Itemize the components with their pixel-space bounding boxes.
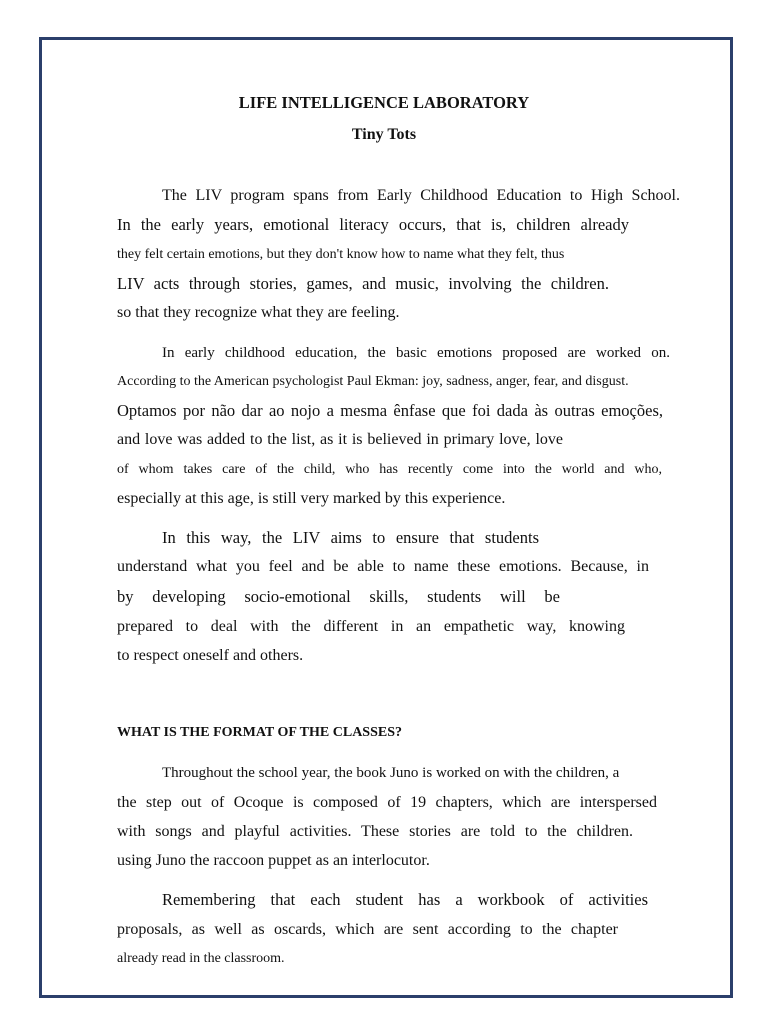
paragraph-line: especially at this age, is still very marked by this experience.	[117, 490, 506, 507]
paragraph-line: Optamos por não dar ao nojo a mesma ênfase que foi dada às outras emoções,	[117, 401, 663, 420]
paragraph-line: so that they recognize what they are feeling.	[117, 304, 400, 321]
paragraph-line: Remembering that each student has a workbook of activities	[162, 890, 648, 909]
paragraph-line: and love was added to the list, as it is believed in primary love, love	[117, 431, 563, 448]
document-subtitle: Tiny Tots	[351, 126, 417, 143]
paragraph-line: already read in the classroom.	[117, 951, 285, 966]
paragraph-line: In this way, the LIV aims to ensure that students	[162, 528, 539, 547]
paragraph-line: The LIV program spans from Early Childhood Education to High School.	[162, 187, 680, 204]
paragraph-line: In the early years, emotional literacy occurs, that is, children already	[117, 215, 629, 234]
document-title: LIFE INTELLIGENCE LABORATORY	[238, 93, 530, 112]
paragraph-line: understand what you feel and be able to name these emotions. Because, in	[117, 558, 649, 575]
paragraph-line: by developing socio-emotional skills, students will be	[117, 587, 560, 606]
paragraph-line: prepared to deal with the different in an empathetic way, knowing	[117, 618, 625, 635]
paragraph-line: Throughout the school year, the book Juno is worked on with the children, a	[162, 765, 620, 781]
paragraph-line: to respect oneself and others.	[117, 647, 304, 664]
paragraph-line: the step out of Ocoque is composed of 19 chapters, which are interspersed	[117, 794, 657, 811]
paragraph-line: using Juno the raccoon puppet as an interlocutor.	[117, 852, 430, 869]
paragraph-line: In early childhood education, the basic emotions proposed are worked on.	[162, 345, 670, 361]
paragraph-line: with songs and playful activities. These stories are told to the children.	[117, 823, 633, 840]
section-heading: WHAT IS THE FORMAT OF THE CLASSES?	[117, 725, 403, 740]
paragraph-line: LIV acts through stories, games, and music, involving the children.	[117, 274, 609, 293]
paragraph-line: proposals, as well as oscards, which are sent according to the chapter	[117, 921, 618, 938]
paragraph-line: of whom takes care of the child, who has recently come into the world and who,	[117, 462, 662, 477]
paragraph-line: According to the American psychologist Paul Ekman: joy, sadness, anger, fear, and disgust.	[117, 374, 629, 389]
paragraph-line: they felt certain emotions, but they don't know how to name what they felt, thus	[117, 247, 565, 262]
